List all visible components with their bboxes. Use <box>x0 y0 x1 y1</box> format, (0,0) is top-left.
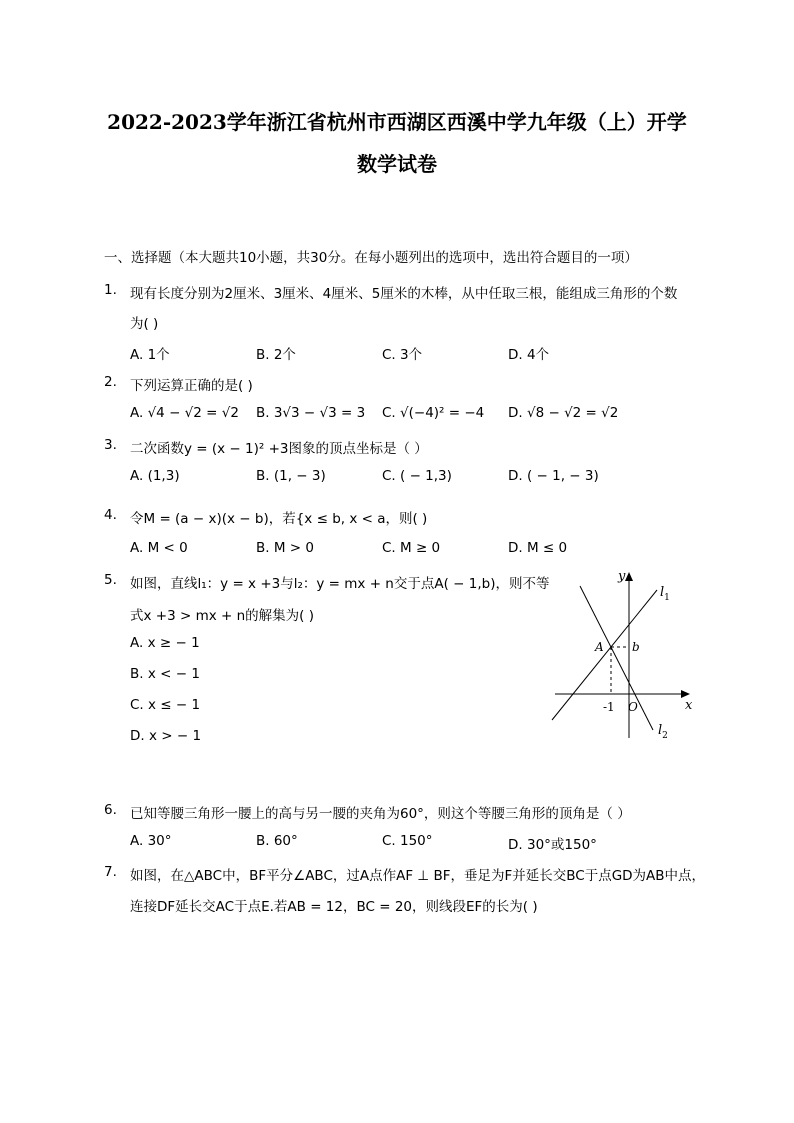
option-c: C. 3个 <box>382 347 423 363</box>
paper-title-line-2: 数学试卷 <box>357 152 437 176</box>
line-l2 <box>580 586 653 730</box>
paper-title-line-1: 2022-2023学年浙江省杭州市西湖区西溪中学九年级（上）开学 <box>107 110 687 134</box>
question-number: 2. <box>104 374 117 390</box>
option-b: B. 3√3 − √3 = 3 <box>256 405 366 421</box>
question-number: 1. <box>104 282 117 298</box>
option-a: A. x ≥ − 1 <box>130 635 200 651</box>
question-text: 二次函数y = (x − 1)² +3图象的顶点坐标是（ ） <box>130 441 428 457</box>
option-b: B. (1, − 3) <box>256 468 326 484</box>
option-b: B. M > 0 <box>256 540 314 556</box>
option-b: B. 60° <box>256 833 298 849</box>
x-axis-arrow <box>681 690 690 698</box>
question-text: 式x +3 > mx + n的解集为( ) <box>130 608 314 624</box>
section-heading: 一、选择题（本大题共10小题，共30分。在每小题列出的选项中，选出符合题目的一项） <box>104 250 638 266</box>
option-a: A. 1个 <box>130 347 170 363</box>
question-number: 7. <box>104 864 117 880</box>
option-d: D. 30°或150° <box>508 837 597 853</box>
l2-label: $l_2$ <box>658 723 668 741</box>
option-c: C. √(−4)² = −4 <box>382 405 485 421</box>
question-text: 令M = (a − x)(x − b)，若{x ≤ b, x < a，则( ) <box>130 511 428 527</box>
b-label: b <box>632 640 640 654</box>
y-axis-label: y <box>618 569 626 584</box>
option-c: C. x ≤ − 1 <box>130 697 201 713</box>
option-a: A. 30° <box>130 833 172 849</box>
question-text: 如图，直线l₁：y = x +3与l₂：y = mx + n交于点A( − 1,b)，则不等 <box>130 576 550 592</box>
question-text: 为( ) <box>130 316 159 332</box>
option-d: D. x > − 1 <box>130 728 202 744</box>
option-d: D. 4个 <box>508 347 550 363</box>
question-text: 连接DF延长交AC于点E.若AB = 12，BC = 20，则线段EF的长为( ) <box>130 899 538 915</box>
option-a: A. M < 0 <box>130 540 188 556</box>
question-text: 现有长度分别为2厘米、3厘米、4厘米、5厘米的木棒，从中任取三根，能组成三角形的个数 <box>130 286 678 302</box>
q5-graph-figure <box>545 566 705 746</box>
option-d: D. M ≤ 0 <box>508 540 568 556</box>
question-text: 已知等腰三角形一腰上的高与另一腰的夹角为60°，则这个等腰三角形的顶角是（ ） <box>130 806 631 822</box>
option-d: D. √8 − √2 = √2 <box>508 405 619 421</box>
l1-label: $l_1$ <box>660 585 670 603</box>
question-text: 如图，在△ABC中，BF平分∠ABC，过A点作AF ⊥ BF，垂足为F并延长交BC于点GD为AB中点， <box>130 868 706 884</box>
question-number: 5. <box>104 572 117 588</box>
question-text: 下列运算正确的是( ) <box>130 378 253 394</box>
option-d: D. ( − 1, − 3) <box>508 468 599 484</box>
option-a: A. √4 − √2 = √2 <box>130 405 239 421</box>
origin-label: O <box>628 700 638 714</box>
option-b: B. 2个 <box>256 347 296 363</box>
option-c: C. M ≥ 0 <box>382 540 441 556</box>
question-number: 6. <box>104 802 117 818</box>
question-number: 4. <box>104 507 117 523</box>
neg-one-label: -1 <box>603 700 615 714</box>
y-axis-arrow <box>625 572 633 581</box>
option-a: A. (1,3) <box>130 468 180 484</box>
x-axis-label: x <box>685 698 693 713</box>
point-a-label: A <box>595 640 604 654</box>
question-number: 3. <box>104 437 117 453</box>
option-b: B. x < − 1 <box>130 666 200 682</box>
option-c: C. ( − 1,3) <box>382 468 452 484</box>
option-c: C. 150° <box>382 833 433 849</box>
